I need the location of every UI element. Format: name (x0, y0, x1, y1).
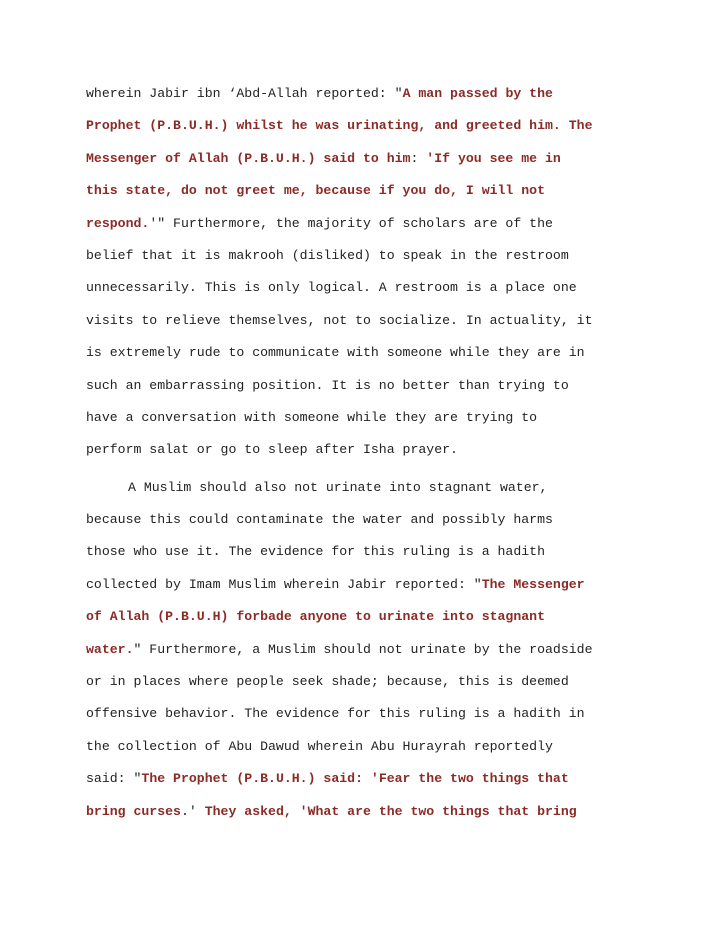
text-line (86, 670, 686, 702)
quoted-hadith-text: 'If you see me in (426, 150, 561, 166)
text-line (86, 800, 686, 832)
text-line (86, 244, 686, 276)
text-line (86, 540, 686, 572)
text-line (86, 341, 686, 373)
text-line (86, 374, 686, 406)
body-text-segment: A Muslim should also not urinate into stagnant water, (128, 479, 548, 495)
quoted-hadith-text: A man passed by the (402, 86, 553, 101)
quoted-hadith-text: water. (86, 641, 134, 657)
text-line (86, 114, 686, 146)
quoted-hadith-text: The (568, 118, 593, 134)
text-line (86, 605, 686, 637)
body-text-segment (561, 118, 569, 133)
text-line (86, 438, 686, 470)
text-line (86, 179, 686, 211)
body-text-segment: said: " (86, 771, 142, 787)
body-text-segment: such an embarrassing position. It is no better than trying to (86, 377, 569, 393)
quoted-hadith-text: They asked, 'What are the two things that bring (204, 803, 577, 819)
quoted-hadith-text: Prophet (P.B.U.H.) whilst he was urinating, and greeted him. (86, 118, 561, 134)
text-line (86, 573, 686, 605)
text-line (86, 767, 686, 799)
text-line (86, 82, 686, 114)
body-text-segment: those who use it. The evidence for this ruling is a hadith (86, 544, 545, 560)
text-line (86, 406, 686, 438)
quoted-hadith-text: The Messenger (481, 576, 585, 592)
text-line (86, 638, 686, 670)
text-line (86, 508, 686, 540)
text-line (86, 147, 686, 179)
body-text-segment: ' (188, 803, 205, 819)
body-text-segment: or in places where people seek shade; because, this is deemed (86, 674, 569, 690)
text-line (86, 276, 686, 308)
text-line (86, 476, 686, 508)
quoted-hadith-text: respond. (86, 215, 150, 231)
quoted-hadith-text: bring curses. (86, 803, 189, 819)
body-text-segment: '" Furthermore, the majority of scholars are of the (149, 215, 553, 231)
body-text-segment: unnecessarily. This is only logical. A restroom is a place one (86, 280, 577, 296)
body-text-segment: " Furthermore, a Muslim should not urinate by the roadside (133, 641, 593, 657)
text-line (86, 309, 686, 341)
body-text (86, 82, 686, 832)
quoted-hadith-text: this state, do not greet me, because if you do, I will not (86, 183, 545, 199)
body-text-segment: have a conversation with someone while they are trying to (86, 409, 538, 425)
text-line (86, 735, 686, 767)
body-text-segment: perform salat or go to sleep after Isha prayer. (86, 442, 458, 458)
body-text-segment: offensive behavior. The evidence for this ruling is a hadith in (86, 706, 585, 722)
body-text-segment: belief that it is makrooh (disliked) to speak in the restroom (86, 247, 569, 263)
quoted-hadith-text: of Allah (P.B.U.H) forbade anyone to urinate into stagnant (86, 609, 545, 625)
body-text-segment: : (410, 150, 427, 166)
body-text-segment: collected by Imam Muslim wherein Jabir reported: " (86, 576, 482, 592)
quoted-hadith-text: The Prophet (P.B.U.H.) said: 'Fear the two things that (141, 771, 569, 787)
body-text-segment: is extremely rude to communicate with someone while they are in (86, 345, 585, 361)
body-text-segment: the collection of Abu Dawud wherein Abu Hurayrah reportedly (86, 738, 553, 754)
body-text-segment: because this could contaminate the water and possibly harms (86, 512, 553, 528)
text-line (86, 702, 686, 734)
text-line (86, 212, 686, 244)
body-text-segment: wherein Jabir ibn ‘Abd-Allah reported: " (86, 86, 403, 101)
body-text-segment: visits to relieve themselves, not to socialize. In actuality, it (86, 312, 593, 328)
quoted-hadith-text: Messenger of Allah (P.B.U.H.) said to him (86, 150, 411, 166)
